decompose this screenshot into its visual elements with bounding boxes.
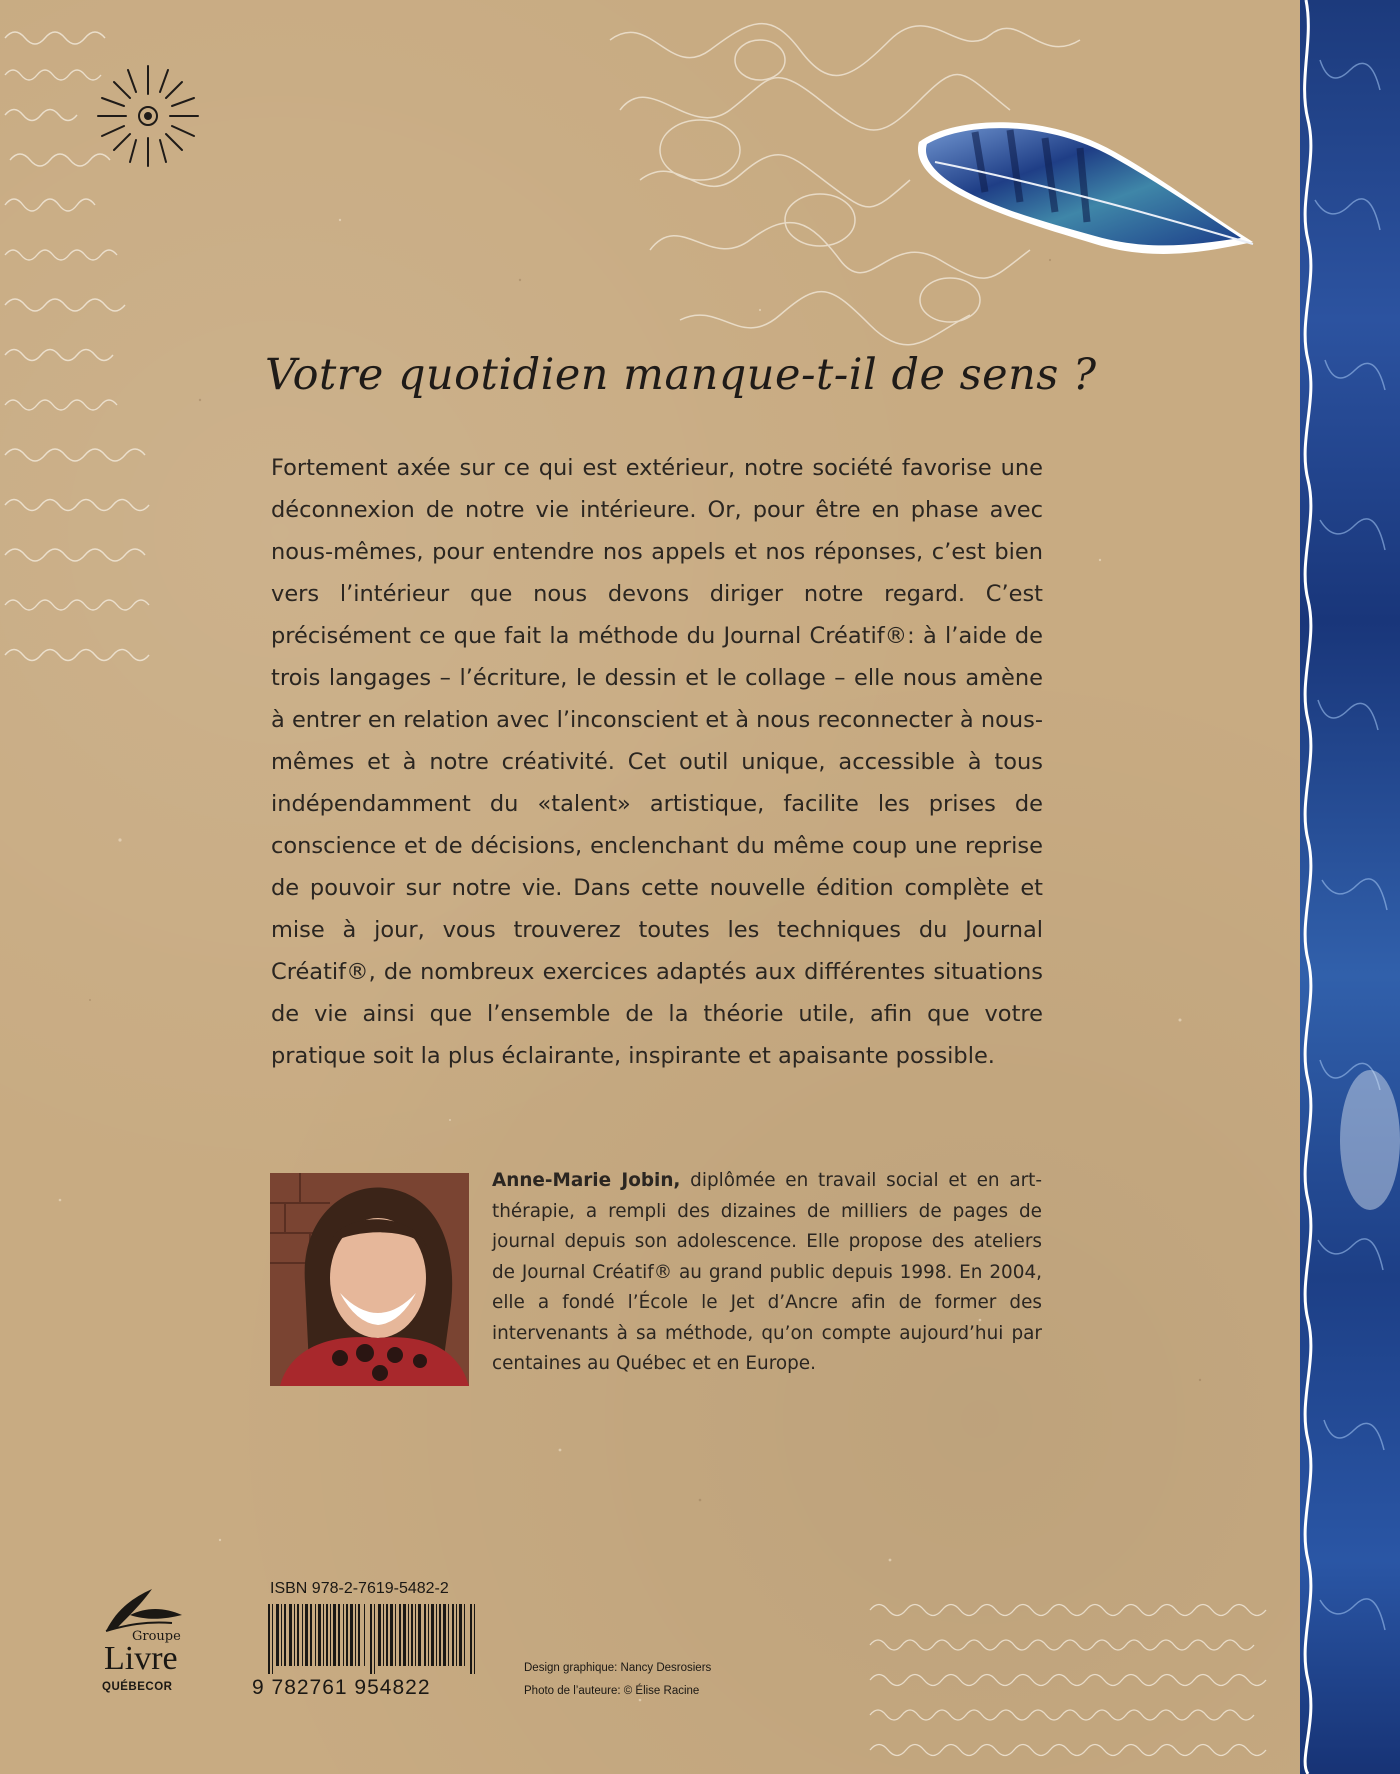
barcode-icon bbox=[268, 1604, 478, 1674]
logo-quebecor-text: QUÉBECOR bbox=[102, 1681, 173, 1693]
isbn-barcode-digits: 9 782761 954822 bbox=[252, 1676, 431, 1699]
author-bio bbox=[492, 1166, 1042, 1380]
logo-groupe-text: Groupe bbox=[132, 1629, 181, 1644]
handwriting-texture-bottom bbox=[870, 1605, 1266, 1756]
photo-credit: Photo de l’auteure: © Élise Racine bbox=[524, 1685, 700, 1697]
blue-painted-strip bbox=[1300, 0, 1400, 1774]
author-name: Anne-Marie Jobin, bbox=[492, 1170, 681, 1191]
sun-doodle-icon bbox=[90, 58, 206, 174]
blue-feather-icon bbox=[915, 112, 1260, 282]
credits bbox=[524, 1657, 711, 1703]
logo-livre-text: Livre bbox=[104, 1640, 178, 1677]
book-description: Fortement axée sur ce qui est extérieur, notre société favorise une déconnexion de notre vie intérieure. Or, pour être en phase avec nous-mêmes, pour entendre nos appels et nos réponses, c’est bien vers l’intérieur que nous devons diriger notre regard. C’est précisément ce que fait la méthode du Journal Créatif®: à l’aide de trois langages – l’écriture, le dessin et le collage – elle nous amène à entrer en relation avec l’inconscient et à nous reconnecter à nous-mêmes et à notre créativité. Cet outil unique, accessible à tous indépendamment du «talent» artistique, facilite les prises de conscience et de décisions, enclenchant du même coup une reprise de pouvoir sur notre vie. Dans cette nouvelle édition complète et mise à jour, vous trouverez toutes les techniques du Journal Créatif®, de nombreux exercices adaptés aux différentes situations de vie ainsi que l’ensemble de la théorie utile, afin que votre pratique soit la plus éclairante, inspirante et apaisante possible. bbox=[271, 455, 1043, 1069]
author-photo bbox=[270, 1173, 469, 1386]
cover-headline: Votre quotidien manque-t-il de sens ? bbox=[265, 350, 1097, 400]
isbn-block bbox=[252, 1580, 487, 1700]
leaf-logo-icon bbox=[86, 1585, 208, 1635]
author-bio-text: diplômée en travail social et en art-thérapie, a rempli des dizaines de milliers de pages de journal depuis son adolescence. Elle propose des ateliers de Journal Créatif® au grand public depuis 1998. En 2004, elle a fondé l’École le Jet d’Ancre afin de former des intervenants à sa méthode, qu’on compte aujourd’hui par centaines au Québec et en Europe. bbox=[492, 1170, 1042, 1374]
publisher-logo bbox=[86, 1585, 208, 1691]
design-credit: Design graphique: Nancy Desrosiers bbox=[524, 1662, 712, 1674]
isbn-label: ISBN 978-2-7619-5482-2 bbox=[270, 1580, 449, 1597]
